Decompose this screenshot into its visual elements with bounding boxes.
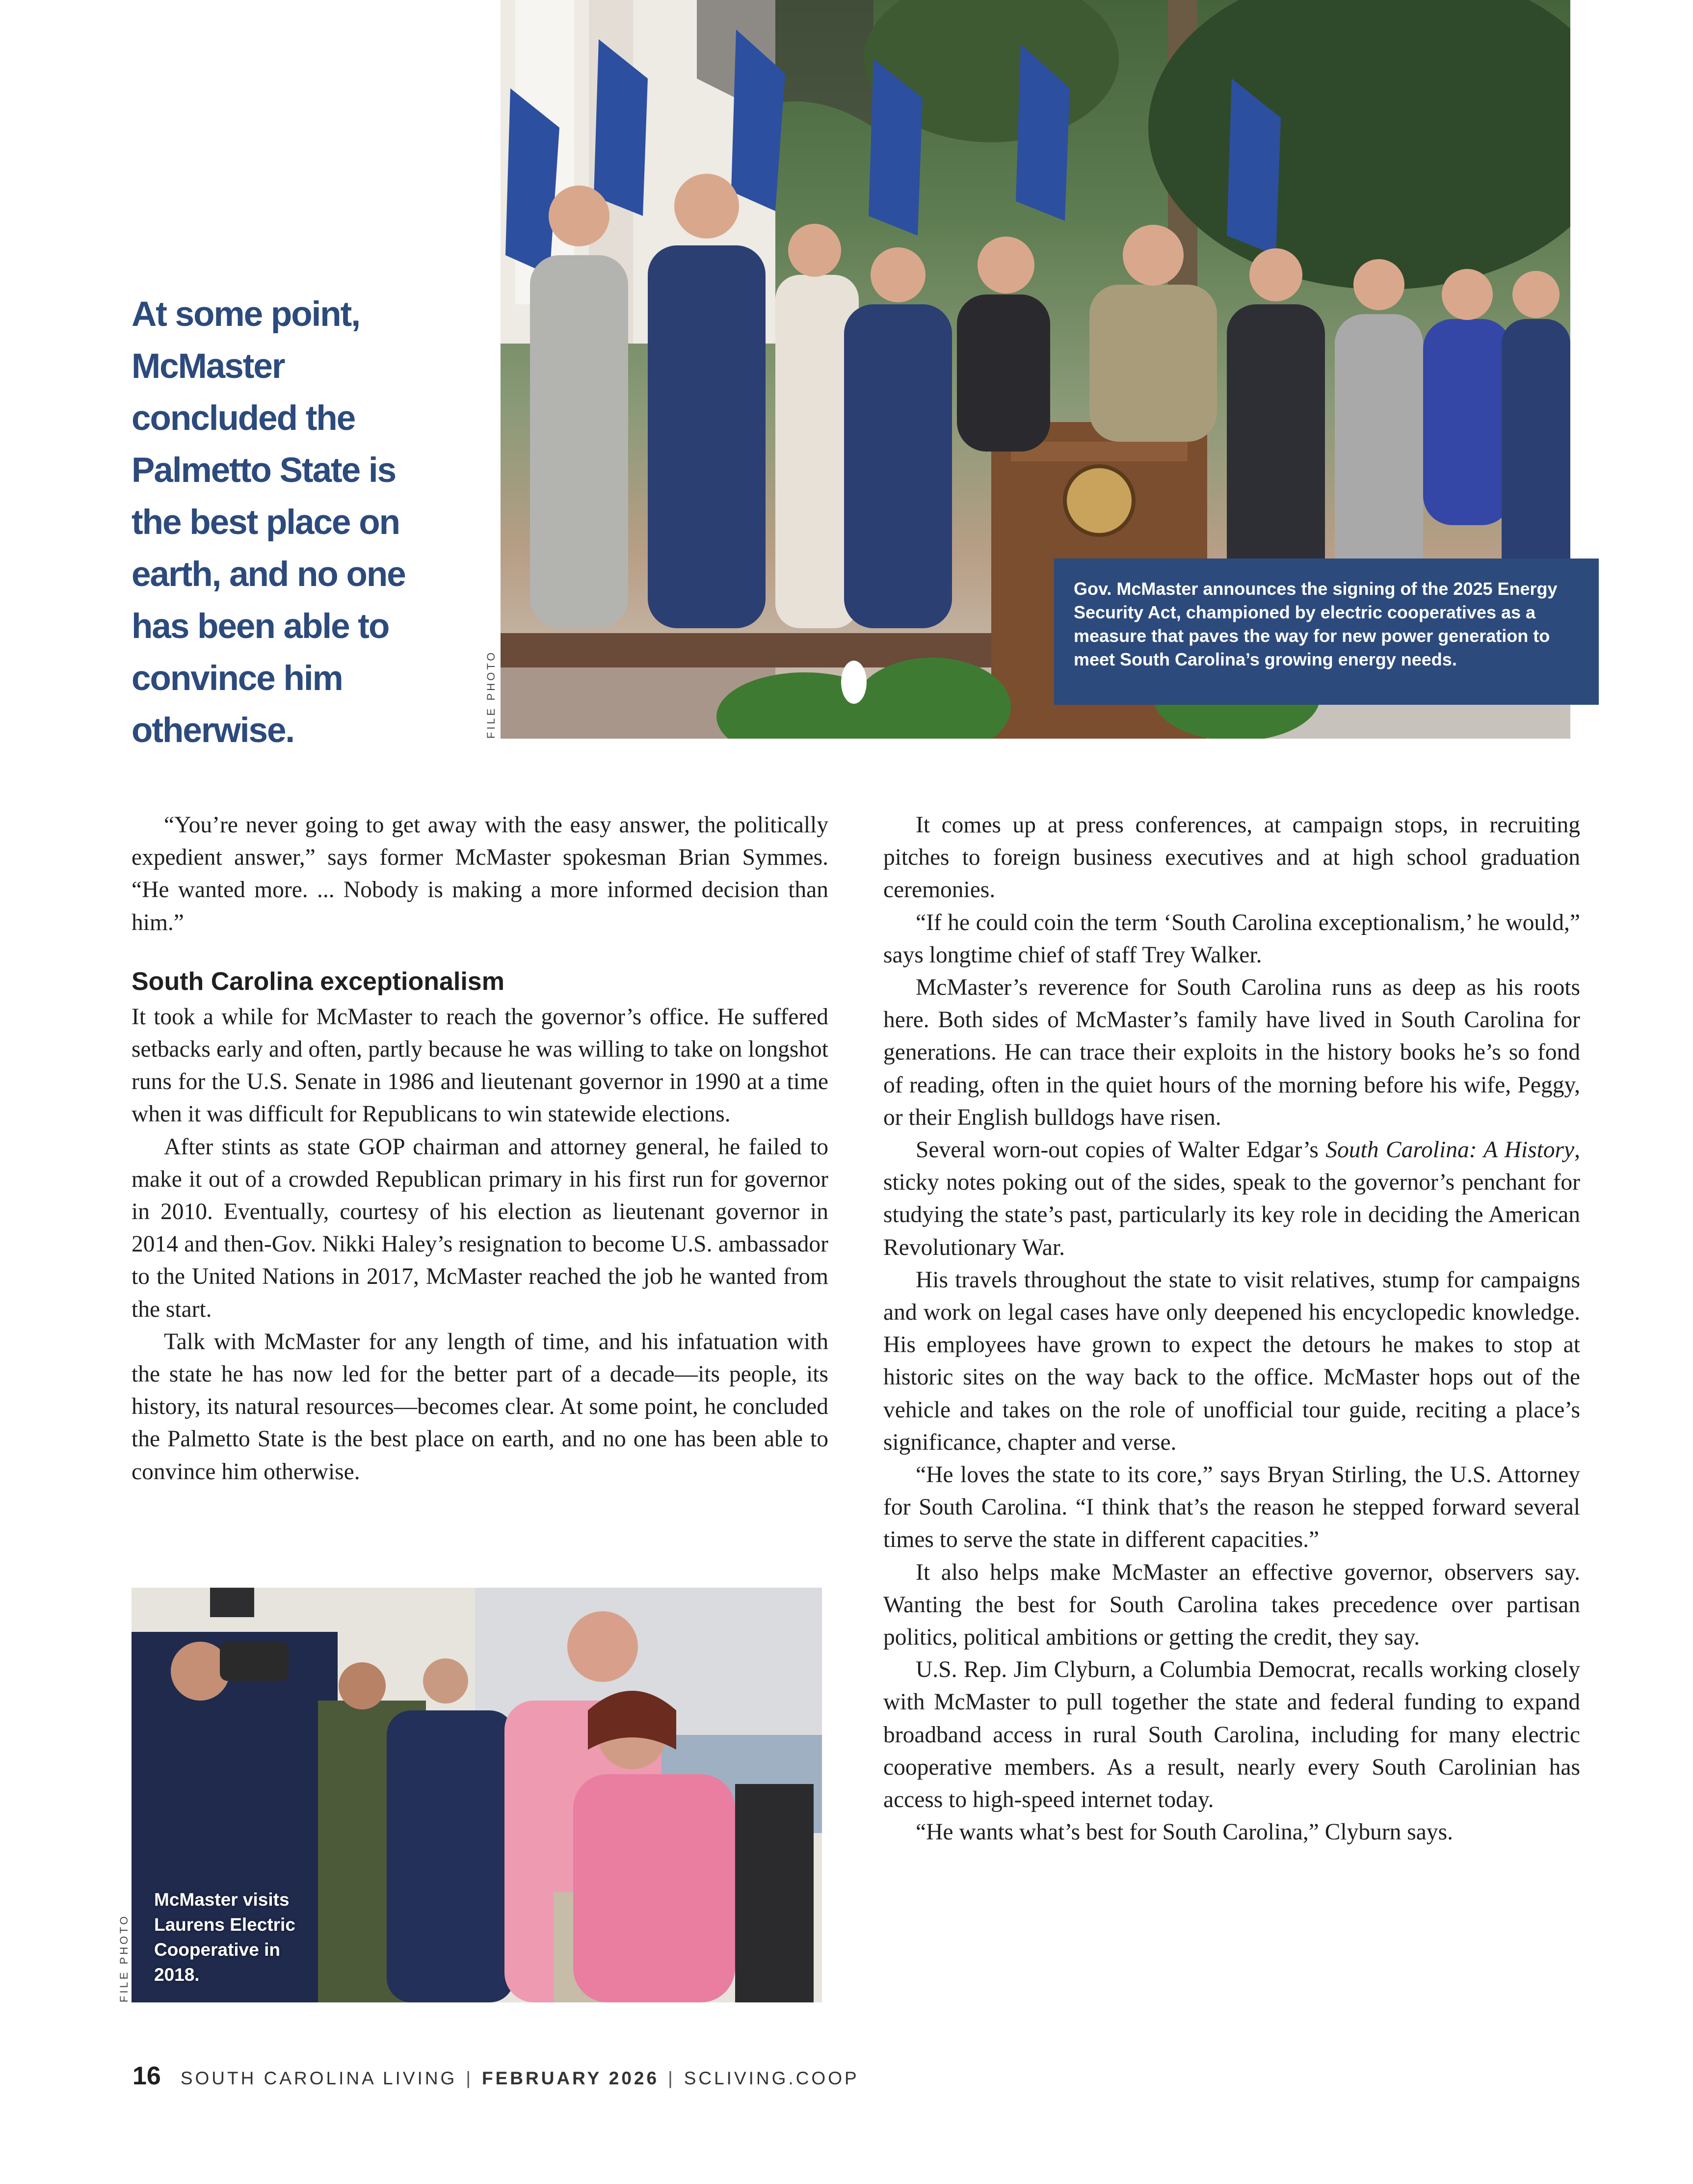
top-photo-credit: FILE PHOTO (485, 650, 497, 739)
bottom-photo-caption: McMaster visits Laurens Electric Cooperative in 2018. (154, 1890, 295, 1985)
footer-separator-2: | (668, 2068, 675, 2088)
right-paragraph-5: His travels throughout the state to visit relatives, stump for campaigns and work on legal cases have only deepened his encyclopedic knowledge. His employees have grown to expect the detours he makes to stop at historic sites on the way back to the office. McMaster hops out of the vehicle and takes on the role of unofficial tour guide, reciting a place’s significance, chapter and verse. (883, 1267, 1580, 1455)
footer-separator: | (466, 2068, 473, 2088)
right-paragraph-1: It comes up at press conferences, at campaign stops, in recruiting pitches to foreign business executives and at high school graduation ceremonies. (883, 812, 1580, 903)
page-number: 16 (132, 2062, 161, 2090)
issue-date: FEBRUARY 2026 (481, 2068, 660, 2088)
left-paragraph-1: “You’re never going to get away with the easy answer, the politically expedient answer,” says former McMaster spokesman Brian Symmes. “He wanted more. ... Nobody is making a more informed decision than him.” (132, 812, 828, 935)
right-paragraph-4 (883, 1134, 1580, 1264)
right-paragraph-6: “He loves the state to its core,” says Bryan Stirling, the U.S. Attorney for South Carolina. “I think that’s the reason he stepped forward several times to serve the state in different capacities.” (883, 1462, 1580, 1553)
right-paragraph-7: It also helps make McMaster an effective governor, observers say. Wanting the best for South Carolina takes precedence over partisan politics, political ambitions or getting the credit, they say. (883, 1559, 1580, 1651)
right-column (883, 809, 1580, 1849)
section-subhead: South Carolina exceptionalism (132, 967, 504, 996)
left-column (132, 809, 828, 1488)
right-paragraph-2: “If he could coin the term ‘South Carolina exceptionalism,’ he would,” says longtime chief of staff Trey Walker. (883, 909, 1580, 968)
book-mention-after: , sticky notes poking out of the sides, speak to the governor’s penchant for studying the state’s past, particularly its key role in deciding the American Revolutionary War. (883, 1137, 1580, 1260)
page-footer (132, 2061, 859, 2091)
bottom-photo-credit: FILE PHOTO (118, 1914, 130, 2002)
left-paragraph-4: Talk with McMaster for any length of time, and his infatuation with the state he has now led for the better part of a decade—its people, its history, its natural resources—becomes clear. At some point, he concluded the Palmetto State is the best place on earth, and no one has been able to convince him otherwise. (132, 1329, 828, 1485)
left-paragraph-3: After stints as state GOP chairman and attorney general, he failed to make it out of a crowded Republican primary in his first run for governor in 2010. Eventually, courtesy of his election as lieutenant governor in 2014 and then-Gov. Nikki Haley’s resignation to become U.S. ambassador to the United Nations in 2017, McMaster reached the job he wanted from the start. (132, 1134, 828, 1322)
website-link[interactable]: SCLIVING.COOP (684, 2068, 859, 2088)
top-photo-caption: Gov. McMaster announces the signing of the 2025 Energy Security Act, championed by electric cooperatives as a measure that paves the way for new power generation to meet South Carolina’s growing energy needs. (1054, 559, 1599, 705)
right-paragraph-8: U.S. Rep. Jim Clyburn, a Columbia Democrat, recalls working closely with McMaster to pull together the state and federal funding to expand broadband access in rural South Carolina, including for many electric cooperative members. As a result, nearly every South Carolinian has access to high-speed internet today. (883, 1657, 1580, 1813)
pull-quote: At some point, McMaster concluded the Palmetto State is the best place on earth, and no one has been able to convince him otherwise. (132, 295, 405, 750)
right-paragraph-9: “He wants what’s best for South Carolina,” Clyburn says. (916, 1819, 1453, 1845)
book-mention-before: Several worn-out copies of Walter Edgar’s (916, 1137, 1326, 1163)
publication-name: SOUTH CAROLINA LIVING (180, 2068, 457, 2088)
book-title: South Carolina: A History (1325, 1137, 1575, 1163)
left-paragraph-2: It took a while for McMaster to reach the governor’s office. He suffered setbacks early and often, partly because he was willing to take on longshot runs for the U.S. Senate in 1986 and lieutenant governor in 1990 at a time when it was difficult for Republicans to win statewide elections. (132, 1004, 828, 1127)
right-paragraph-3: McMaster’s reverence for South Carolina runs as deep as his roots here. Both sides of McMaster’s family have lived in South Carolina for generations. He can trace their exploits in the history books he’s so fond of reading, often in the quiet hours of the morning before his wife, Peggy, or their English bulldogs have risen. (883, 975, 1580, 1130)
